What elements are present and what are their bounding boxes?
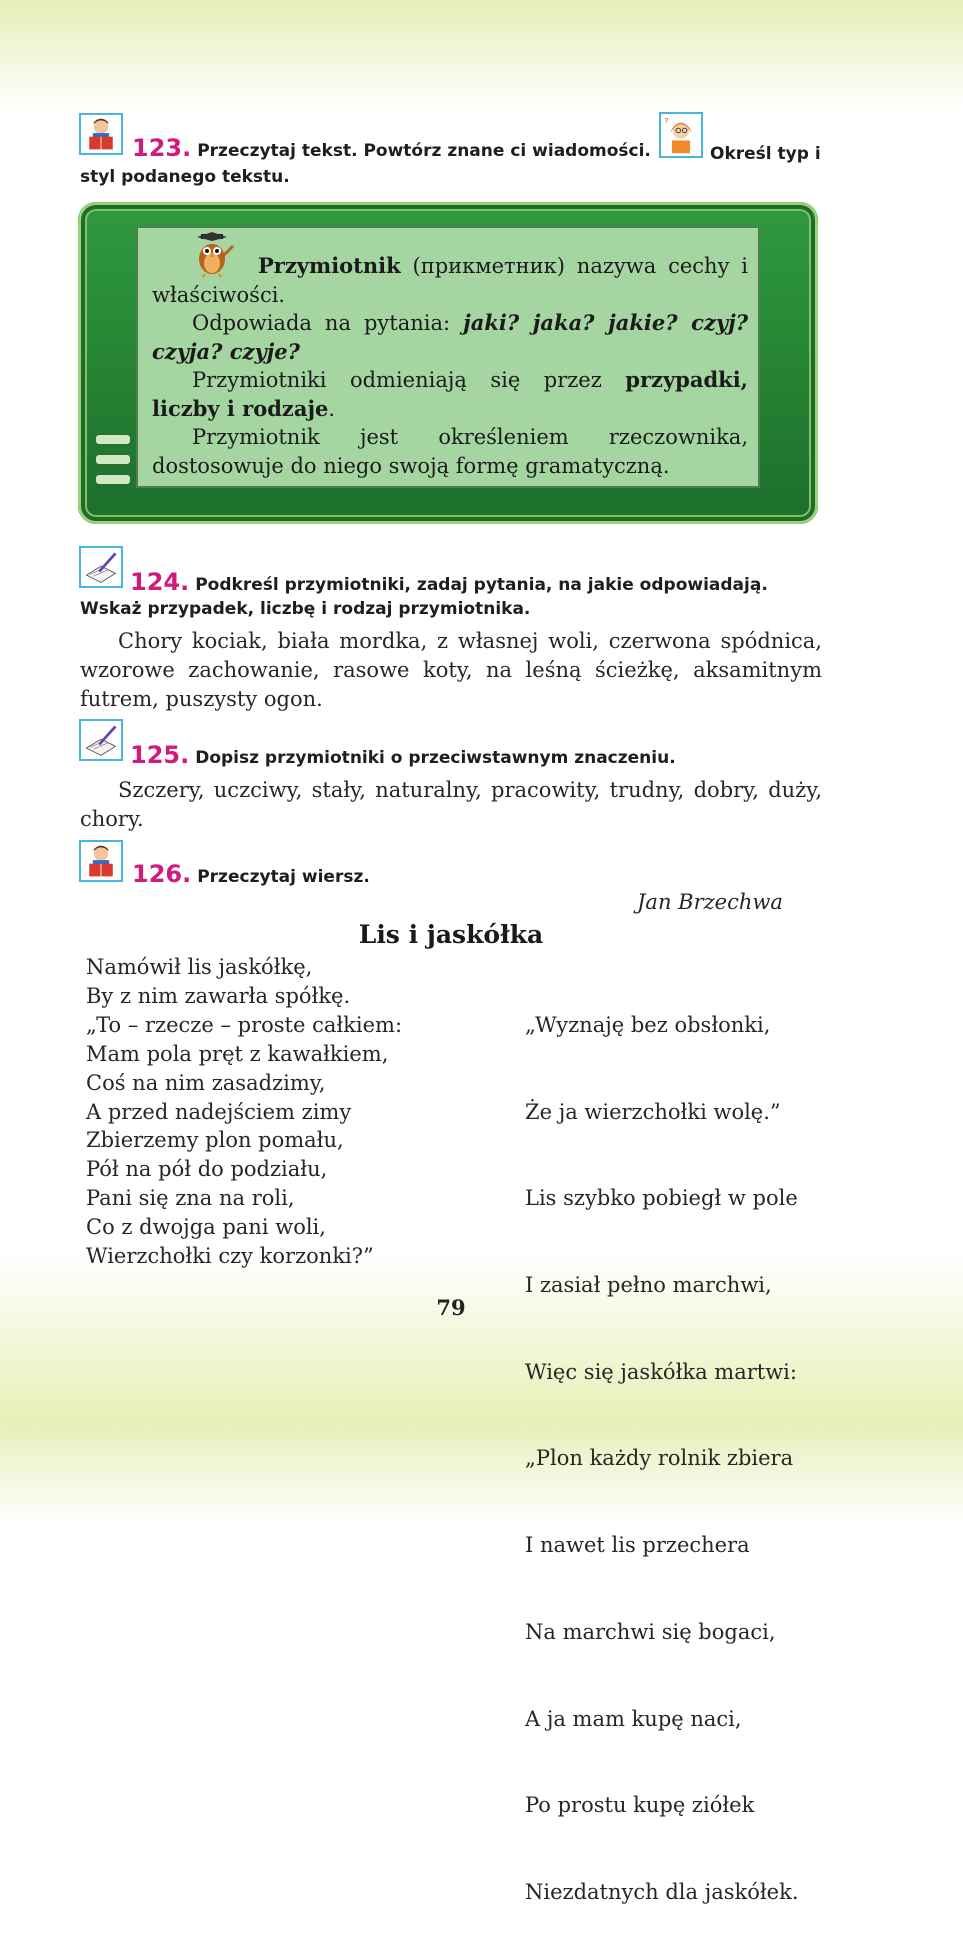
poem-line: Że ja wierzchołki wolę.” [525,1099,781,1124]
poem-line: Więc się jaskółka martwi: [525,1359,797,1384]
poem-line: Pani się zna na roli, [86,1186,295,1211]
poem-line: Coś na nim zasadzimy, [86,1070,326,1095]
thinking-girl-icon [659,112,703,158]
poem-line: Na marchwi się bogaci, [525,1619,776,1644]
board-slot [95,434,131,445]
rule-questions: jaki? jaka? jakie? czyj? czyja? czyje? [152,310,748,364]
poem-line: Zbierzemy plon pomału, [86,1128,344,1153]
task-123-heading-line2: styl podanego tekstu. [80,167,290,187]
exercise-text: Chory kociak, biała mordka, z własnej woli, czerwona spódnica, wzorowe zachowanie, rasowe koty, na leśną ścieżkę, aksamitnym futrem, puszysty ogon. [80,629,822,711]
task-124-heading [80,570,825,621]
poem-left-column [86,953,402,1271]
exercise-text: Szczery, uczciwy, stały, naturalny, pracowity, trudny, dobry, duży, chory. [80,778,822,831]
task-number: 126. [132,860,192,888]
poem-line: „To – rzecze – proste całkiem: [86,1012,403,1037]
rule-p3-bold: przypadki, liczby i rodzaje [152,367,748,421]
page-number: 79 [436,1295,466,1320]
poem-line: Lis szybko pobiegł w pole [525,1186,798,1211]
task-124-body [80,627,822,714]
poem-author: Jan Brzechwa [637,890,783,914]
task-125-body [80,776,822,834]
task-instruction: Przeczytaj tekst. Powtórz znane ci wiadomości. [197,141,651,161]
poem-line: Namówił lis jaskółkę, [86,955,313,979]
poem-line: Niezdatnych dla jaskółek. [525,1880,799,1904]
poem-line: „Plon każdy rolnik zbiera [525,1446,794,1471]
poem-line: By z nim zawarła spółkę. [86,983,351,1008]
board-slot [95,474,131,485]
task-instruction: Dopisz przymiotniki o przeciwstawnym znaczeniu. [195,748,676,768]
board-slot [95,454,131,465]
poem-title: Lis i jaskółka [358,920,544,949]
rule-p3-end: . [328,396,336,421]
poem-line: Po prostu kupę ziółek [525,1793,755,1818]
poem-line: Wierzchołki czy korzonki?” [86,1244,374,1269]
svg-text:?: ? [664,118,669,126]
task-instruction: Przeczytaj wiersz. [197,867,370,887]
rule-p3-lead: Przymiotniki odmieniają się przez [192,368,602,392]
poem-line: I zasiał pełno marchwi, [525,1272,772,1297]
poem-right-column [525,953,799,1936]
task-126-heading [80,862,825,889]
poem-line: Mam pola pręt z kawałkiem, [86,1041,389,1066]
poem-line: „Wyznaję bez obsłonki, [525,1012,771,1037]
rule-translation: (прикметник) [412,254,565,278]
task-number: 124. [130,568,190,596]
task-123-heading-cont: Określ typ i [710,144,821,164]
task-125-heading [80,743,825,770]
rule-term: Przymiotnik [258,253,401,278]
task-number: 123. [132,134,192,162]
poem-line: A ja mam kupę naci, [525,1706,742,1731]
task-instruction: Podkreśl przymiotniki, zadaj pytania, na jakie odpowiadają. Wskaż przypadek, liczbę i rodzaj przymiotnika. [80,575,768,619]
poem-line: Co z dwojga pani woli, [86,1215,326,1240]
poem-line: A przed nadejściem zimy [86,1099,352,1124]
rule-p1: nazywa cechy i właściwości. [152,254,748,307]
rule-p4: Przymiotnik jest określeniem rzeczownika, dostosowuje do niego swoją formę gramatyczną. [152,425,748,478]
poem-line: Pół na pół do podziału, [86,1157,328,1182]
rule-text [152,252,748,480]
task-number: 125. [130,741,190,769]
rule-p2-lead: Odpowiada na pytania: [192,311,451,335]
poem-line: I nawet lis przechera [525,1533,750,1558]
